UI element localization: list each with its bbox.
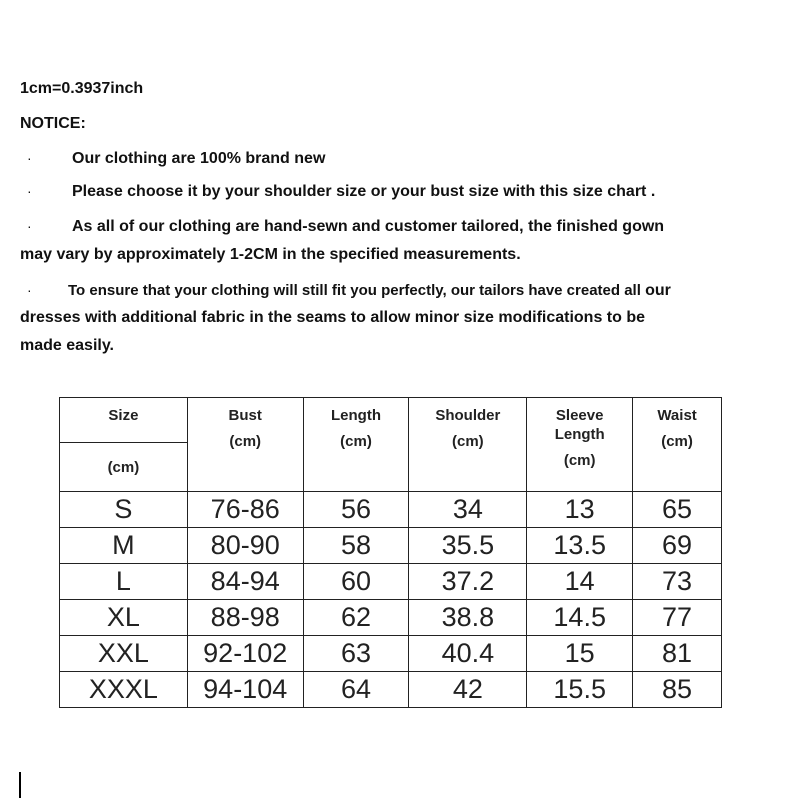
notice-title: NOTICE:	[20, 115, 86, 132]
table-row	[60, 528, 722, 564]
bullet: ·	[27, 218, 32, 234]
table-row	[60, 564, 722, 600]
table-row	[60, 636, 722, 672]
header-unit: (cm)	[563, 452, 596, 469]
cell-size: M	[60, 528, 188, 564]
cell-waist: 77	[633, 600, 722, 636]
cell-bust: 92-102	[187, 636, 303, 672]
header-bust	[187, 398, 303, 492]
header-unit: (cm)	[107, 458, 140, 476]
cell-size: XXXL	[60, 672, 188, 708]
header-label: Size	[108, 407, 139, 424]
cell-size: S	[60, 492, 188, 528]
header-shoulder	[409, 398, 527, 492]
cell-shoulder: 42	[409, 672, 527, 708]
cell-length: 63	[303, 636, 409, 672]
notice-text: As all of our clothing are hand-sewn and customer tailored, the finished gown	[72, 218, 665, 235]
cell-sleeve-length: 15.5	[527, 672, 633, 708]
notice-text-part: our	[645, 282, 671, 299]
cell-sleeve-length: 14	[527, 564, 633, 600]
cell-size: XL	[60, 600, 188, 636]
cell-bust: 88-98	[187, 600, 303, 636]
cell-size: L	[60, 564, 188, 600]
cell-sleeve-length: 13.5	[527, 528, 633, 564]
notice-text: made easily.	[20, 337, 114, 354]
bullet: ·	[27, 282, 32, 298]
notice-text	[68, 281, 671, 301]
table-row	[60, 600, 722, 636]
conversion-note: 1cm=0.3937inch	[20, 80, 144, 97]
header-label: Waist	[657, 407, 697, 424]
header-label: Length	[331, 407, 381, 424]
cell-bust: 94-104	[187, 672, 303, 708]
notice-text: may vary by approximately 1-2CM in the specified measurements.	[20, 246, 521, 263]
cell-shoulder: 38.8	[409, 600, 527, 636]
table-row	[60, 672, 722, 708]
cell-length: 62	[303, 600, 409, 636]
cell-shoulder: 34	[409, 492, 527, 528]
header-row	[60, 398, 722, 443]
notice-text-part: To ensure that your clothing will still fit you perfectly, our tailors have created all	[68, 282, 641, 299]
header-sleeve-length	[527, 398, 633, 492]
cell-waist: 85	[633, 672, 722, 708]
cell-shoulder: 37.2	[409, 564, 527, 600]
header-size-unit	[60, 443, 188, 492]
cell-bust: 80-90	[187, 528, 303, 564]
header-unit: (cm)	[229, 433, 262, 450]
cell-length: 56	[303, 492, 409, 528]
cell-length: 58	[303, 528, 409, 564]
header-unit: (cm)	[340, 433, 372, 450]
cell-bust: 84-94	[187, 564, 303, 600]
header-label: Bust	[228, 407, 262, 424]
header-length	[303, 398, 409, 492]
header-label: Shoulder	[435, 407, 501, 424]
cell-length: 60	[303, 564, 409, 600]
text-cursor	[19, 772, 21, 798]
cell-bust: 76-86	[187, 492, 303, 528]
notice-text: dresses with additional fabric in the seams to allow minor size modifications to be	[20, 309, 646, 326]
header-unit: (cm)	[452, 433, 484, 450]
cell-waist: 65	[633, 492, 722, 528]
size-chart-table	[59, 397, 722, 708]
cell-waist: 69	[633, 528, 722, 564]
cell-sleeve-length: 13	[527, 492, 633, 528]
header-waist	[633, 398, 722, 492]
header-label: Length	[554, 426, 605, 443]
header-label: Sleeve	[555, 407, 604, 424]
table-row	[60, 492, 722, 528]
notice-text: Please choose it by your shoulder size or your bust size with this size chart .	[72, 183, 656, 200]
cell-waist: 73	[633, 564, 722, 600]
bullet: ·	[27, 183, 32, 199]
cell-shoulder: 35.5	[409, 528, 527, 564]
cell-shoulder: 40.4	[409, 636, 527, 672]
cell-size: XXL	[60, 636, 188, 672]
header-size	[60, 398, 188, 443]
notice-text: Our clothing are 100% brand new	[72, 150, 326, 167]
cell-waist: 81	[633, 636, 722, 672]
cell-length: 64	[303, 672, 409, 708]
bullet: ·	[27, 150, 32, 166]
table-body	[60, 492, 722, 708]
cell-sleeve-length: 14.5	[527, 600, 633, 636]
cell-sleeve-length: 15	[527, 636, 633, 672]
header-unit: (cm)	[661, 433, 693, 450]
